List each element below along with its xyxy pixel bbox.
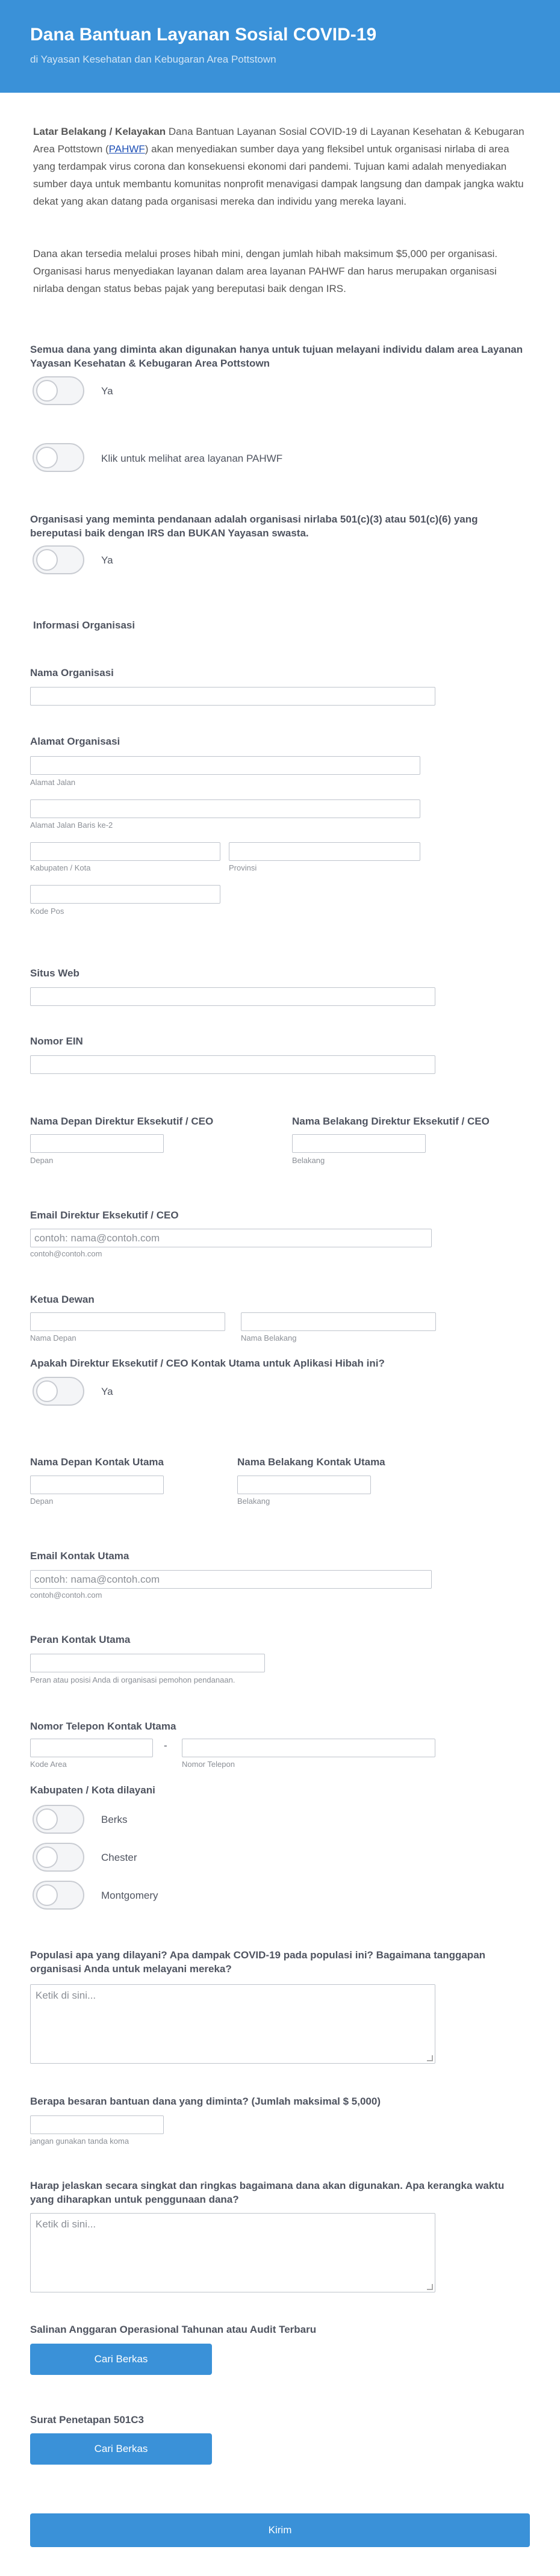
street-input[interactable] — [30, 756, 420, 775]
county-montgomery-label: Montgomery — [101, 1890, 158, 1901]
contact-role-sublabel: Peran atau posisi Anda di organisasi pemohon pendanaan. — [30, 1675, 235, 1684]
letter-browse-button[interactable]: Cari Berkas — [30, 2433, 212, 2465]
contact-last-field[interactable] — [238, 1476, 370, 1494]
zip-field[interactable] — [31, 886, 220, 903]
board-last-input[interactable] — [241, 1312, 436, 1331]
board-last-field[interactable] — [241, 1313, 435, 1330]
nonprofit-question-label: Organisasi yang meminta pendanaan adalah organisasi nirlaba 501(c)(3) atau 501(c)(6) yang bereputasi baik dengan IRS dan BUKAN Yayasan swasta. — [30, 514, 478, 539]
contact-email-input[interactable] — [30, 1570, 432, 1589]
zip-input[interactable] — [30, 885, 220, 904]
ceo-email-input[interactable] — [30, 1229, 432, 1247]
street2-field[interactable] — [31, 800, 420, 818]
nonprofit-yes-label: Ya — [101, 554, 113, 566]
budget-label: Salinan Anggaran Operasional Tahunan atau Audit Terbaru — [30, 2324, 317, 2335]
street-field[interactable] — [31, 757, 420, 774]
population-textarea[interactable] — [31, 1985, 435, 2063]
contact-first-label: Nama Depan Kontak Utama — [30, 1456, 164, 1468]
state-field[interactable] — [229, 843, 420, 860]
budget-browse-button[interactable]: Cari Berkas — [30, 2344, 212, 2375]
usage-label: Harap jelaskan secara singkat dan ringkas bagaimana dana akan digunakan. Apa kerangka waktu yang diharapkan untuk penggunaan dana? — [30, 2180, 505, 2205]
phone-number-sublabel: Nomor Telepon — [182, 1760, 235, 1769]
website-label: Situs Web — [30, 967, 79, 979]
resize-handle[interactable] — [427, 2284, 433, 2290]
county-berks-label: Berks — [101, 1814, 128, 1825]
ceo-email-field[interactable] — [31, 1229, 431, 1247]
ceo-first-sublabel: Depan — [30, 1156, 54, 1165]
use-yes-toggle[interactable] — [33, 376, 84, 405]
toggle-knob — [36, 549, 58, 571]
ceo-primary-label: Apakah Direktur Eksekutif / CEO Kontak Utama untuk Aplikasi Hibah ini? — [30, 1358, 385, 1369]
ceo-first-label: Nama Depan Direktur Eksekutif / CEO — [30, 1116, 214, 1127]
website-input[interactable] — [30, 987, 435, 1006]
contact-email-label: Email Kontak Utama — [30, 1550, 129, 1562]
contact-role-field[interactable] — [31, 1654, 264, 1672]
ceo-email-label: Email Direktur Eksekutif / CEO — [30, 1209, 179, 1221]
use-question-label: Semua dana yang diminta akan digunakan hanya untuk tujuan melayani individu dalam area Layanan Yayasan Kesehatan & Kebugaran Area Pottstown — [30, 344, 523, 369]
org-name-input[interactable] — [30, 687, 435, 706]
phone-label: Nomor Telepon Kontak Utama — [30, 1721, 176, 1732]
phone-number-input[interactable] — [182, 1739, 435, 1757]
county-chester-label: Chester — [101, 1852, 137, 1863]
toggle-knob — [36, 1846, 58, 1868]
city-field[interactable] — [31, 843, 220, 860]
pahwf-link[interactable]: PAHWF — [108, 143, 145, 155]
ein-field[interactable] — [31, 1056, 435, 1073]
contact-first-sublabel: Depan — [30, 1497, 54, 1506]
city-input[interactable] — [30, 842, 220, 861]
website-field[interactable] — [31, 988, 435, 1005]
toggle-knob — [36, 1380, 58, 1402]
intro-text-1: Dana Bantuan Layanan Sosial COVID-19 di Layanan Kesehatan & Kebugaran Area Pottstown ( — [33, 126, 524, 155]
amount-sublabel: jangan gunakan tanda koma — [30, 2137, 129, 2146]
contact-role-label: Peran Kontak Utama — [30, 1634, 131, 1645]
submit-button[interactable]: Kirim — [30, 2513, 530, 2547]
contact-last-sublabel: Belakang — [237, 1497, 270, 1506]
state-input[interactable] — [229, 842, 420, 861]
toggle-knob — [36, 1808, 58, 1830]
intro-bold: Latar Belakang / Kelayakan — [33, 126, 166, 137]
phone-area-input[interactable] — [30, 1739, 153, 1757]
toggle-knob — [36, 380, 58, 402]
ceo-primary-toggle[interactable] — [33, 1377, 84, 1406]
resize-handle[interactable] — [427, 2055, 433, 2061]
ceo-last-field[interactable] — [293, 1135, 425, 1152]
street-sublabel: Alamat Jalan — [30, 778, 76, 787]
ceo-primary-yes-label: Ya — [101, 1386, 113, 1397]
city-sublabel: Kabupaten / Kota — [30, 863, 91, 872]
contact-first-input[interactable] — [30, 1476, 164, 1494]
board-label: Ketua Dewan — [30, 1294, 95, 1305]
form-title: Dana Bantuan Layanan Sosial COVID-19 — [30, 25, 377, 45]
board-first-input[interactable] — [30, 1312, 225, 1331]
service-area-label: Klik untuk melihat area layanan PAHWF — [101, 453, 283, 464]
board-first-sublabel: Nama Depan — [30, 1333, 76, 1342]
ceo-last-label: Nama Belakang Direktur Eksekutif / CEO — [292, 1116, 490, 1127]
amount-label: Berapa besaran bantuan dana yang diminta? (Jumlah maksimal $ 5,000) — [30, 2096, 381, 2107]
usage-textarea[interactable] — [31, 2214, 435, 2292]
toggle-knob — [36, 447, 58, 468]
ceo-first-input[interactable] — [30, 1134, 164, 1153]
phone-number-field[interactable] — [182, 1739, 435, 1757]
address-label: Alamat Organisasi — [30, 736, 120, 747]
county-montgomery-toggle[interactable] — [33, 1881, 84, 1910]
intro-text-2: ) akan menyediakan sumber daya yang fleksibel untuk organisasi nirlaba di area yang terdampak virus corona dan konsekuensi ekonomi dari pandemi. Tujuan kami adalah menyediakan sumber daya untuk membantu komunitas nonprofit menavigasi dampak langsung dan dampak jangka waktu dekat yang akan datang pada organisasi mereka dan individu yang mereka layani. — [33, 143, 524, 207]
intro-paragraph — [33, 123, 527, 210]
population-textarea-box[interactable] — [30, 1984, 435, 2064]
ein-input[interactable] — [30, 1055, 435, 1074]
contact-email-field[interactable] — [31, 1571, 431, 1588]
use-yes-label: Ya — [101, 385, 113, 397]
intro-paragraph-2: Dana akan tersedia melalui proses hibah mini, dengan jumlah hibah maksimum $5,000 per organisasi. Organisasi harus menyediakan layanan dalam area layanan PAHWF dan harus merupakan organisasi nirlaba dengan status bebas pajak yang bereputasi baik dengan IRS. — [33, 248, 498, 294]
amount-input[interactable] — [30, 2115, 164, 2134]
nonprofit-yes-toggle[interactable] — [33, 545, 84, 574]
contact-email-sublabel: contoh@contoh.com — [30, 1591, 102, 1600]
ceo-email-sublabel: contoh@contoh.com — [30, 1249, 102, 1258]
org-name-field[interactable] — [31, 687, 435, 705]
service-area-toggle[interactable] — [33, 443, 84, 472]
counties-label: Kabupaten / Kota dilayani — [30, 1784, 155, 1796]
usage-textarea-box[interactable] — [30, 2213, 435, 2292]
state-sublabel: Provinsi — [229, 863, 257, 872]
ceo-last-sublabel: Belakang — [292, 1156, 325, 1165]
contact-last-label: Nama Belakang Kontak Utama — [237, 1456, 385, 1468]
ceo-first-field[interactable] — [31, 1135, 163, 1152]
phone-area-sublabel: Kode Area — [30, 1760, 67, 1769]
toggle-knob — [36, 1884, 58, 1906]
board-first-field[interactable] — [31, 1313, 225, 1330]
contact-role-input[interactable] — [30, 1654, 265, 1672]
contact-first-field[interactable] — [31, 1476, 163, 1494]
phone-dash: - — [164, 1740, 167, 1751]
population-label: Populasi apa yang dilayani? Apa dampak COVID-19 pada populasi ini? Bagaimana tanggapan organisasi Anda untuk melayani mereka? — [30, 1949, 486, 1975]
ein-label: Nomor EIN — [30, 1035, 83, 1047]
amount-field[interactable] — [31, 2116, 163, 2134]
section-org-heading: Informasi Organisasi — [33, 619, 135, 631]
form-header — [0, 0, 560, 93]
county-berks-toggle[interactable] — [33, 1805, 84, 1834]
form-subtitle: di Yayasan Kesehatan dan Kebugaran Area Pottstown — [30, 54, 276, 65]
board-last-sublabel: Nama Belakang — [241, 1333, 297, 1342]
ceo-last-input[interactable] — [292, 1134, 426, 1153]
phone-area-field[interactable] — [31, 1739, 152, 1757]
letter-label: Surat Penetapan 501C3 — [30, 2414, 144, 2425]
zip-sublabel: Kode Pos — [30, 907, 64, 916]
contact-last-input[interactable] — [237, 1476, 371, 1494]
org-name-label: Nama Organisasi — [30, 667, 114, 678]
street2-input[interactable] — [30, 799, 420, 818]
county-chester-toggle[interactable] — [33, 1843, 84, 1872]
street2-sublabel: Alamat Jalan Baris ke-2 — [30, 821, 113, 830]
